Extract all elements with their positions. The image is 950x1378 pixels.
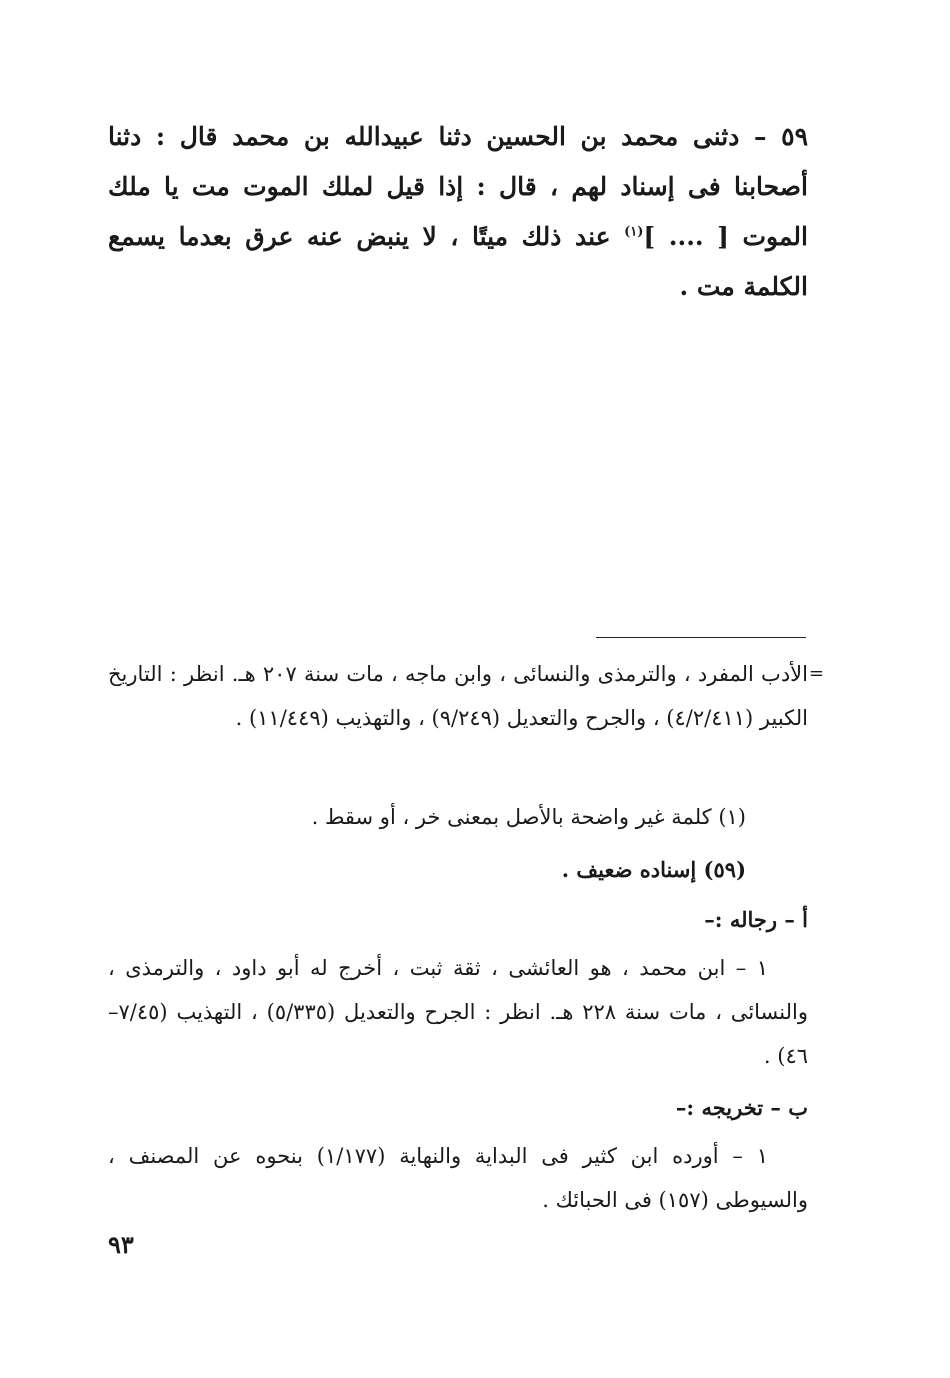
hadith-body: – دثنى محمد بن الحسين دثنا عبيدالله بن محمد قال : دثنا أصحابنا فى إسناد لهم ، قال : إذا قيل لملك الموت مت يا ملك الموت [ .... ] bbox=[108, 122, 808, 251]
hadith-59-text bbox=[108, 112, 808, 312]
hadith-number: ٥٩ bbox=[781, 122, 808, 151]
page-number: ٩٣ bbox=[108, 1230, 134, 1259]
continuation-mark: = bbox=[808, 663, 824, 684]
hadith-body-end: عند ذلك ميتًا ، لا ينبض عنه عرق بعدما يسمع الكلمة مت . bbox=[108, 222, 808, 301]
footnote-separator bbox=[596, 637, 806, 638]
isnad-status: (٥٩) إسناده ضعيف . bbox=[561, 857, 746, 882]
section-rijal-title: أ – رجاله :– bbox=[704, 907, 808, 932]
continuation-text: الأدب المفرد ، والترمذى والنسائى ، وابن ماجه ، مات سنة ٢٠٧ هـ. انظر : التاريخ الكبير (٤/٢/٤١١) ، والجرح والتعديل (٩/٢٤٩) ، والتهذيب (١١/٤٤٩) . bbox=[108, 662, 808, 730]
footnote-continuation bbox=[108, 652, 824, 740]
section-takhrij-title: ب – تخريجه :– bbox=[675, 1095, 808, 1120]
footnote-reference[interactable]: (١) bbox=[624, 224, 644, 240]
takhrij-item-1: ١ – أورده ابن كثير فى البداية والنهاية (١/١٧٧) بنحوه عن المصنف ، والسيوطى (١٥٧) فى الحبائك . bbox=[108, 1144, 808, 1212]
footnote-1: (١) كلمة غير واضحة بالأصل بمعنى خر ، أو سقط . bbox=[311, 805, 746, 829]
rijal-item-1: ١ – ابن محمد ، هو العائشى ، ثقة ثبت ، أخرج له أبو داود ، والترمذى ، والنسائى ، مات سنة ٢٢٨ هـ. انظر : الجرح والتعديل (٥/٣٣٥) ، التهذيب (٧/٤٥–٤٦) . bbox=[108, 956, 809, 1068]
